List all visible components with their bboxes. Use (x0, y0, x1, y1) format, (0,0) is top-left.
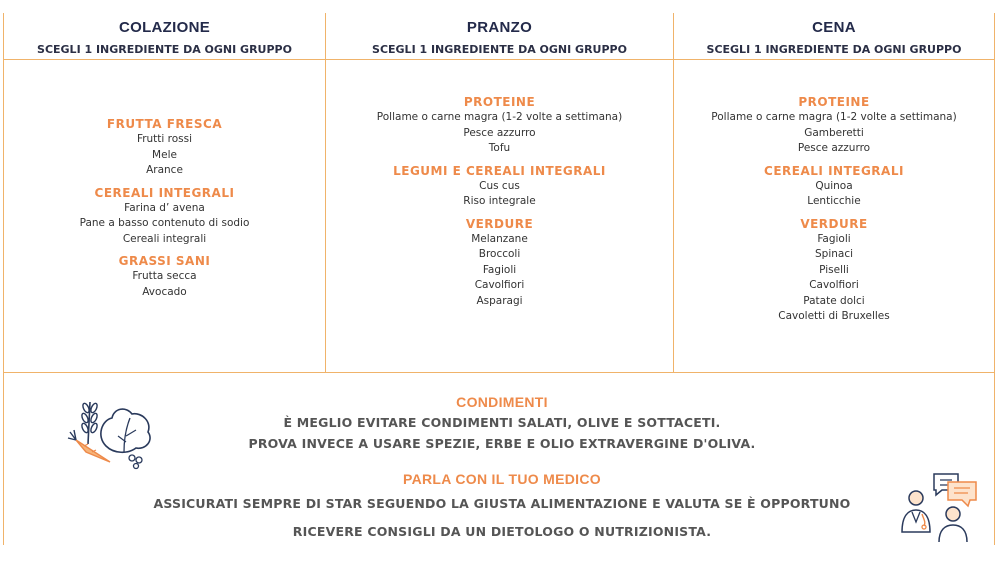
list-item: Cavolfiori (809, 279, 859, 291)
group-name: CEREALI INTEGRALI (94, 185, 235, 200)
group-list (674, 94, 994, 331)
food-group (674, 94, 994, 157)
list-item: Melanzane (471, 232, 528, 245)
list-item: Lenticchie (807, 195, 861, 207)
list-item: Pollame o carne magra (1-2 volte a settimana) (711, 111, 957, 123)
list-item: Frutti rossi (136, 133, 193, 145)
list-item: Spinaci (814, 248, 854, 260)
food-group (4, 185, 325, 248)
doctor-patient-chat-icon (898, 470, 978, 544)
list-item: Cavolfiori (474, 279, 525, 291)
list-item: Quinoa (815, 179, 853, 192)
list-item: Cavoletti di Bruxelles (778, 310, 890, 322)
column-cena (674, 13, 994, 372)
list-item: Arance (146, 164, 183, 176)
list-item: Frutta secca (132, 270, 197, 282)
list-item: Farina d’ avena (124, 201, 205, 214)
list-item: Piselli (819, 263, 849, 276)
list-item: Cereali integrali (122, 232, 207, 245)
list-item: Patate dolci (803, 294, 865, 307)
column-title: COLAZIONE (118, 19, 211, 36)
list-item: Fagioli (817, 232, 851, 245)
list-item: Avocado (142, 285, 187, 298)
list-item: Asparagi (476, 294, 523, 307)
list-item: Pollame o carne magra (1-2 volte a settimana) (376, 111, 623, 123)
column-subtitle: SCEGLI 1 INGREDIENTE DA OGNI GRUPPO (37, 43, 292, 56)
medico-title: PARLA CON IL TUO MEDICO (403, 471, 601, 487)
column-title: PRANZO (466, 19, 533, 36)
group-list (326, 94, 673, 315)
food-group (674, 216, 994, 325)
group-name: VERDURE (465, 216, 534, 231)
list-item: Cus cus (479, 179, 520, 192)
column-colazione (4, 13, 325, 372)
group-name: CEREALI INTEGRALI (764, 163, 904, 178)
food-group (326, 94, 673, 157)
group-list (4, 116, 325, 306)
column-title: CENA (812, 19, 856, 36)
column-subtitle: SCEGLI 1 INGREDIENTE DA OGNI GRUPPO (706, 43, 962, 56)
column-pranzo (326, 13, 673, 372)
condimenti-title: CONDIMENTI (456, 394, 548, 410)
condimenti-line: È MEGLIO EVITARE CONDIMENTI SALATI, OLIVE E SOTTACETI. (283, 415, 721, 430)
food-group (326, 163, 673, 210)
list-item: Fagioli (482, 263, 517, 276)
list-item: Pane a basso contenuto di sodio (79, 217, 250, 229)
food-group (4, 253, 325, 300)
list-item: Pesce azzurro (463, 126, 536, 139)
list-item: Pesce azzurro (797, 142, 871, 154)
group-name: VERDURE (800, 216, 868, 231)
food-group (326, 216, 673, 310)
group-name: FRUTTA FRESCA (106, 117, 223, 131)
group-name: GRASSI SANI (118, 254, 211, 268)
medico-section (0, 468, 1004, 546)
medico-line: RICEVERE CONSIGLI DA UN DIETOLOGO O NUTRIZIONISTA. (292, 524, 712, 539)
list-item: Broccoli (478, 248, 521, 260)
group-name: PROTEINE (463, 95, 536, 109)
list-item: Mele (152, 148, 177, 161)
vegetables-icon (66, 396, 158, 470)
list-item: Riso integrale (463, 195, 536, 207)
group-name: LEGUMI E CEREALI INTEGRALI (393, 163, 606, 178)
condimenti-line: PROVA INVECE A USARE SPEZIE, ERBE E OLIO EXTRAVERGINE D'OLIVA. (248, 436, 756, 451)
food-group (4, 116, 325, 179)
food-group (674, 163, 994, 210)
column-subtitle: SCEGLI 1 INGREDIENTE DA OGNI GRUPPO (372, 43, 627, 56)
list-item: Tofu (488, 142, 511, 154)
section-divider (3, 372, 995, 373)
list-item: Gamberetti (804, 126, 864, 139)
group-name: PROTEINE (798, 95, 870, 109)
medico-line: ASSICURATI SEMPRE DI STAR SEGUENDO LA GIUSTA ALIMENTAZIONE E VALUTA SE È OPPORTUNO (153, 496, 851, 511)
